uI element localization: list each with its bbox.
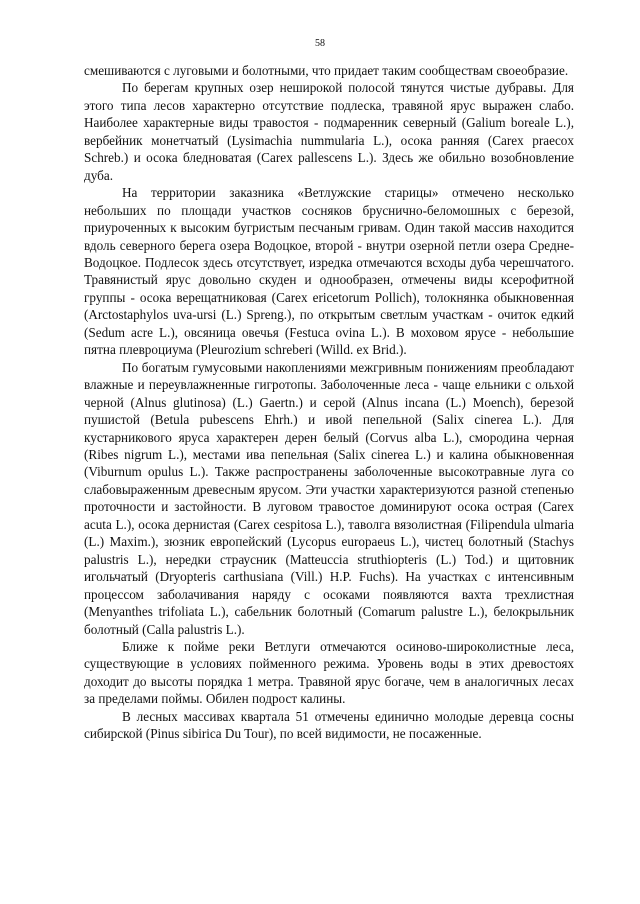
paragraph-continuation: смешиваются с луговыми и болотными, что придает таким сообществам своеобразие. bbox=[84, 63, 569, 78]
paragraph-floodplain: Ближе к пойме реки Ветлуги отмечаются осиново-широколистные леса, существующие в условиях пойменного режима. Уровень воды в этих древостоях доходит до высоты порядка 1 метра. Травяной ярус богаче, чем в аналогичных лесах за пределами поймы. Обилен подрост калины. bbox=[84, 638, 574, 707]
paragraph-hygrotopes: По богатым гумусовыми накоплениями межгривным понижениям преобладают влажные и переувлажненные гигротопы. Заболоченные леса - чаще ельники с ольхой черной (Alnus glutinosa) (L.) Gaertn.) и серой (Alnus incana (L.) Moench), березой пушистой (Betula pubescens Ehrh.) и ивой пепельной (Salix cinerea L.). Для кустарникового яруса характерен дерен белый (Corvus alba L.), смородина черная (Ribes nigrum L.), местами ива пепельная (Salix cinerea L.) и калина обыкновенная (Viburnum opulus L.). Также распространены заболоченные высокотравные луга со слабовыраженным древесным ярусом. Эти участки характеризуются разной степенью проточности и застойности. В луговом травостое доминируют осока острая (Carex acuta L.), осока дернистая (Carex cespitosa L.), таволга вязолистная (Filipendula ulmaria (L.) Maxim.), зюзник европейский (Lycopus europaeus L.), чистец болотный (Stachys palustris L.), нередки страусник (Matteuccia struthiopteris (L.) Tod.) и щитовник игольчатый (Dryopteris carthusiana (Vill.) H.P. Fuchs). На участках с интенсивным процессом заболачивания наряду с осоками появляются вахта трехлистная (Menyanthes trifoliata L.), сабельник болотный (Comarum palustre L.), белокрыльник болотный (Calla palustris L.). bbox=[84, 359, 574, 637]
paragraph-siberian-pine: В лесных массивах квартала 51 отмечены единично молодые деревца сосны сибирской (Pinus sibirica Du Tour), по всей видимости, не посаженные. bbox=[84, 708, 574, 742]
page-number: 58 bbox=[315, 38, 325, 49]
document-body bbox=[84, 62, 574, 743]
paragraph-oak-forests: По берегам крупных озер неширокой полосой тянутся чистые дубравы. Для этого типа лесов характерно отсутствие подлеска, травяной ярус выражен слабо. Наиболее характерные виды травостоя - подмаренник северный (Galium boreale L.), вербейник монетчатый (Lysimachia nummularia L.), осока ранняя (Carex praecox Schreb.) и осока бледноватая (Carex pallescens L.). Здесь же обильно возобновление дуба. bbox=[84, 80, 574, 183]
paragraph-pine-forests: На территории заказника «Ветлужские старицы» отмечено несколько небольших по площади участков сосняков бруснично-беломошных с березой, приуроченных к высоким бугристым песчаным гривам. Один такой массив находится вдоль северного берега озера Водоцкое, второй - внутри озерной петли озера Средне-Водоцкое. Подлесок здесь отсутствует, изредка отмечаются всходы дуба черешчатого. Травянистый ярус довольно скуден и однообразен, отмечены виды ксерофитной группы - осока верещатниковая (Carex ericetorum Pollich), толокнянка обыкновенная (Arctostaphylos uva-ursi (L.) Spreng.), по открытым светлым участкам - очиток едкий (Sedum acre L.), овсяница овечья (Festuca ovina L.). В моховом ярусе - небольшие пятна плевроциума (Pleurozium schreberi (Willd. ex Brid.). bbox=[84, 185, 574, 358]
